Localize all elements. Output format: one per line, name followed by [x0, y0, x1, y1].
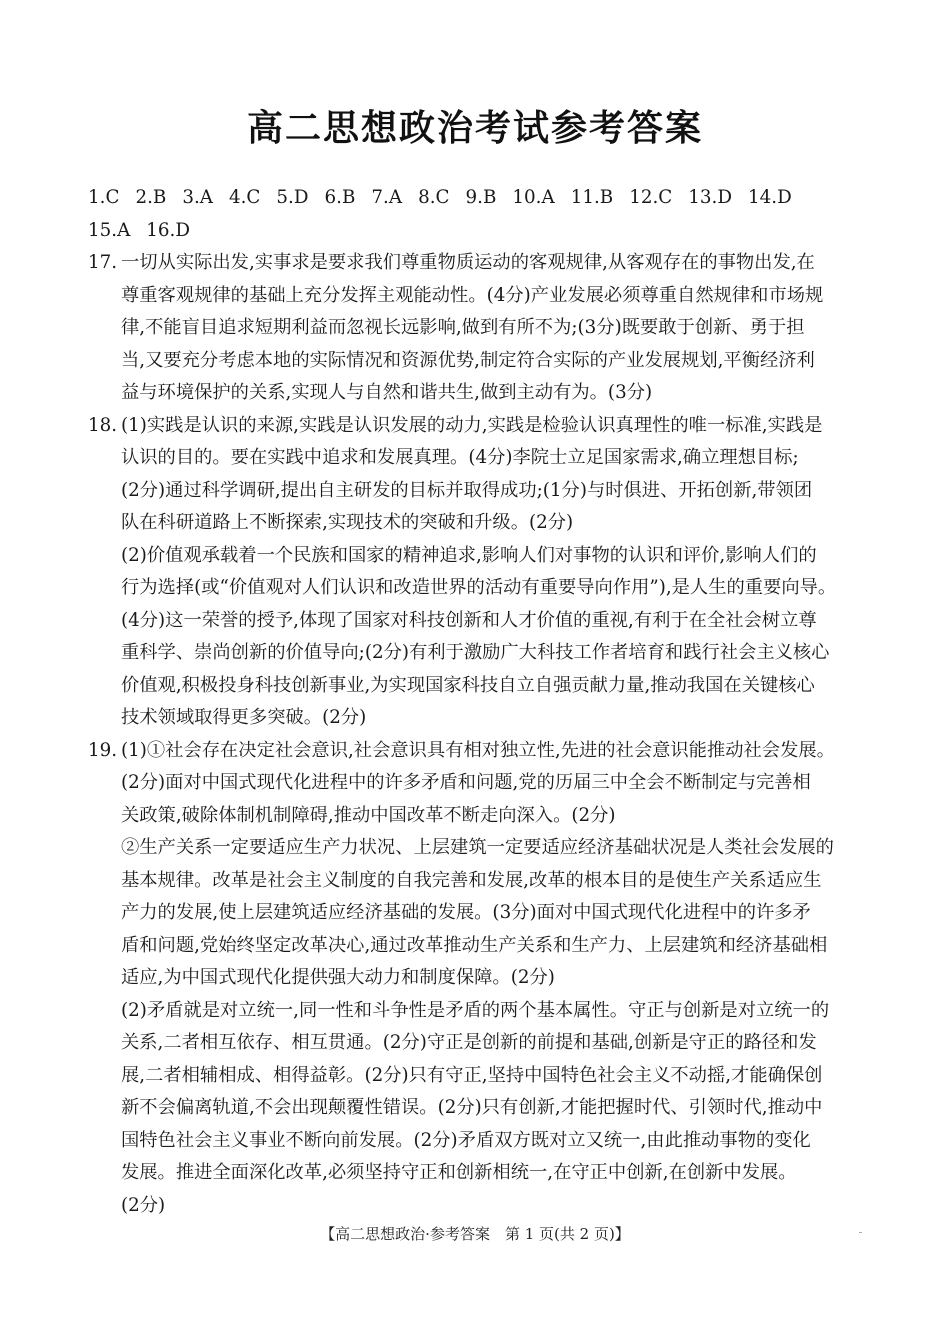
- page-title: 高二思想政治考试参考答案: [246, 108, 703, 149]
- mc-answer: 6.B: [324, 187, 356, 208]
- answer-line: 益与环境保护的关系,实现人与自然和谐共生,做到主动有为。(3分): [121, 382, 653, 403]
- answer-line: (2)价值观承载着一个民族和国家的精神追求,影响人们对事物的认识和评价,影响人们的: [121, 544, 817, 566]
- answer-line: 当,又要充分考虑本地的实际情况和资源优势,制定符合实际的产业发展规划,平衡经济利: [121, 349, 815, 371]
- answer-content: [88, 182, 862, 1222]
- answer-line: (2分)通过科学调研,提出自主研发的目标并取得成功;(1分)与时俱进、开拓创新,带领团: [121, 479, 813, 501]
- answer-line: 队在科研道路上不断探索,实现技术的突破和升级。(2分): [121, 512, 574, 533]
- mc-answer: 9.B: [465, 187, 497, 208]
- mc-answer: 15.A: [88, 219, 131, 241]
- answer-line: 重科学、崇尚创新的价值导向;(2分)有利于激励广大科技工作者培育和践行社会主义核心: [121, 642, 830, 663]
- mc-answer: 11.B: [570, 187, 614, 208]
- question-number: 19.: [88, 739, 118, 761]
- mc-answer: 4.C: [228, 187, 261, 208]
- question-17: [88, 247, 862, 410]
- answer-line: 尊重客观规律的基础上充分发挥主观能动性。(4分)产业发展必须尊重自然规律和市场规: [121, 284, 824, 306]
- mc-answer: 12.C: [629, 187, 673, 208]
- mc-answer: 10.A: [512, 187, 555, 208]
- mc-answer: 7.A: [371, 187, 403, 208]
- answer-line: 新不会偏离轨道,不会出现颠覆性错误。(2分)只有创新,才能把握时代、引领时代,推动中: [121, 1097, 823, 1118]
- answer-line: 认识的目的。要在实践中追求和发展真理。(4分)李院士立足国家需求,确立理想目标;: [121, 447, 799, 468]
- answer-line: (4分)这一荣誉的授予,体现了国家对科技创新和人才价值的重视,有利于在全社会树立尊: [121, 609, 817, 631]
- mc-answer: 2.B: [135, 187, 167, 208]
- answer-line: (1)实践是认识的来源,实践是认识发展的动力,实践是检验认识真理性的唯一标准,实践是: [121, 414, 823, 436]
- answer-line: 盾和问题,党始终坚定改革决心,通过改革推动生产关系和生产力、上层建筑和经济基础相: [121, 934, 828, 956]
- question-19: [88, 735, 862, 1223]
- answer-line: 展,二者相辅相成、相得益彰。(2分)只有守正,坚持中国特色社会主义不动摇,才能确保创: [121, 1064, 823, 1086]
- question-number: 17.: [88, 252, 118, 273]
- answer-line: 国特色社会主义事业不断向前发展。(2分)矛盾双方既对立又统一,由此推动事物的变化: [121, 1129, 811, 1151]
- answer-line: 基本规律。改革是社会主义制度的自我完善和发展,改革的根本目的是使生产关系适应生: [121, 869, 822, 891]
- question-18: [88, 410, 862, 735]
- answer-line: (2分): [121, 1194, 166, 1216]
- question-number: 18.: [88, 414, 118, 436]
- answer-line: 关政策,破除体制机制障碍,推动中国改革不断走向深入。(2分): [121, 804, 616, 826]
- mc-answer: 3.A: [182, 187, 213, 208]
- mc-answer: 14.D: [748, 187, 792, 208]
- page-footer: 【高二思想政治·参考答案 第 1 页(共 2 页)】: [320, 1225, 630, 1243]
- mc-answer: 13.D: [688, 187, 732, 208]
- scan-mark: [859, 1232, 862, 1233]
- answer-line: (2)矛盾就是对立统一,同一性和斗争性是矛盾的两个基本属性。守正与创新是对立统一的: [121, 999, 830, 1021]
- answer-line: 律,不能盲目追求短期利益而忽视长远影响,做到有所不为;(3分)既要敢于创新、勇于担: [121, 317, 805, 338]
- mc-answer: 1.C: [88, 187, 120, 208]
- answer-line: 一切从实际出发,实事求是要求我们尊重物质运动的客观规律,从客观存在的事物出发,在: [121, 252, 815, 273]
- mc-answer: 5.D: [276, 187, 309, 208]
- mc-answer: 8.C: [418, 187, 450, 208]
- answer-line: 技术领域取得更多突破。(2分): [121, 707, 367, 728]
- answer-line: 行为选择(或“价值观对人们认识和改造世界的活动有重要导向作用”),是人生的重要向导。: [121, 577, 837, 598]
- answer-line: 关系,二者相互依存、相互贯通。(2分)守正是创新的前提和基础,创新是守正的路径和发: [121, 1032, 817, 1053]
- answer-line: 发展。推进全面深化改革,必须坚持守正和创新相统一,在守正中创新,在创新中发展。: [121, 1162, 797, 1183]
- answer-line: ②生产关系一定要适应生产力状况、上层建筑一定要适应经济基础状况是人类社会发展的: [121, 837, 834, 858]
- answer-line: 适应,为中国式现代化提供强大动力和制度保障。(2分): [121, 967, 555, 988]
- answer-line: (1)①社会存在决定社会意识,社会意识具有相对独立性,先进的社会意识能推动社会发展。: [121, 739, 835, 761]
- mc-answers-row-2: [88, 215, 862, 248]
- answer-line: (2分)面对中国式现代化进程中的许多矛盾和问题,党的历届三中全会不断制定与完善相: [121, 772, 811, 793]
- answer-line: 价值观,积极投身科技创新事业,为实现国家科技自立自强贡献力量,推动我国在关键核心: [121, 674, 815, 696]
- answer-line: 产力的发展,使上层建筑适应经济基础的发展。(3分)面对中国式现代化进程中的许多矛: [121, 902, 811, 923]
- mc-answer: 16.D: [146, 219, 191, 241]
- mc-answers-row-1: [88, 182, 862, 215]
